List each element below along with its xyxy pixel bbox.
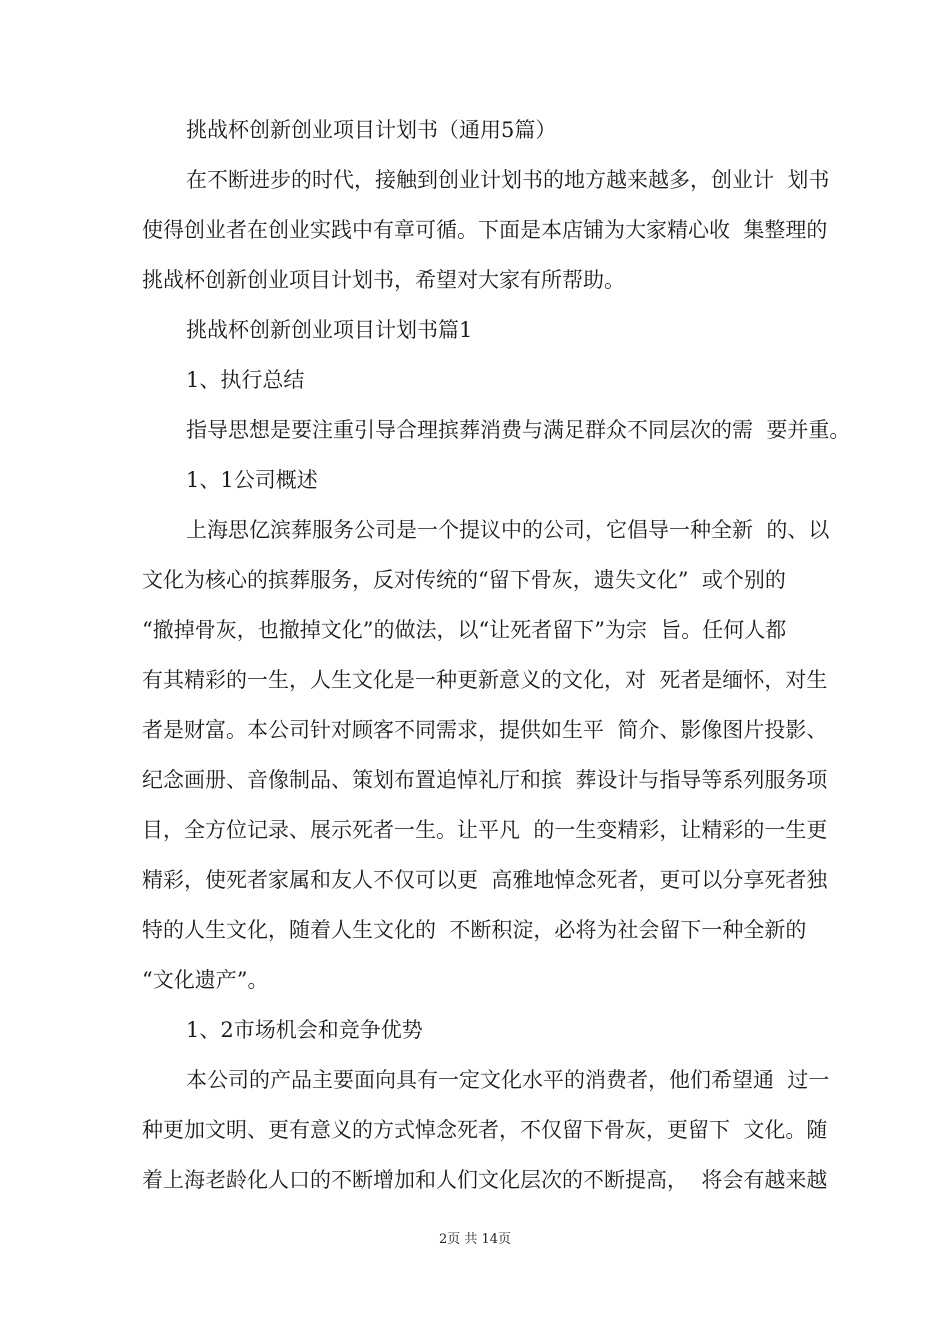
paragraph-line: 挑战杯创新创业项目计划书，希望对大家有所帮助。 — [142, 268, 625, 292]
document-title: 挑战杯创新创业项目计划书（通用5篇） — [186, 118, 557, 142]
paragraph-line: “撤掉骨灰，也撤掉文化”的做法，以“让死者留下”为宗 旨。任何人都 — [142, 618, 787, 642]
paragraph-line: 目，全方位记录、展示死者一生。让平凡 的一生变精彩，让精彩的一生更 — [142, 818, 828, 842]
paragraph-line: “文化遗产”。 — [142, 968, 269, 992]
paragraph-line: 有其精彩的一生，人生文化是一种更新意义的文化，对 死者是缅怀，对生 — [142, 668, 828, 692]
paragraph-line: 精彩，使死者家属和友人不仅可以更 高雅地悼念死者，更可以分享死者独 — [142, 868, 828, 892]
paragraph-line: 种更加文明、更有意义的方式悼念死者，不仅留下骨灰，更留下 文化。随 — [142, 1118, 828, 1142]
paragraph-line: 纪念画册、音像制品、策划布置追悼礼厅和摈 葬设计与指导等系列服务项 — [142, 768, 828, 792]
section-heading: 1、执行总结 — [186, 368, 305, 392]
paragraph-line: 使得创业者在创业实践中有章可循。下面是本店铺为大家精心收 集整理的 — [142, 218, 828, 242]
paragraph-line: 本公司的产品主要面向具有一定文化水平的消费者，他们希望通 过一 — [186, 1068, 830, 1092]
paragraph-line: 上海思亿滨葬服务公司是一个提议中的公司，它倡导一种全新 的、以 — [186, 518, 830, 542]
section-heading: 挑战杯创新创业项目计划书篇1 — [186, 318, 473, 342]
paragraph-line: 指导思想是要注重引导合理摈葬消费与满足群众不同层次的需 要并重。 — [186, 418, 851, 442]
section-heading: 1、2市场机会和竞争优势 — [186, 1018, 423, 1042]
paragraph-line: 着上海老龄化人口的不断增加和人们文化层次的不断提高， 将会有越来越 — [142, 1168, 828, 1192]
section-heading: 1、1公司概述 — [186, 468, 318, 492]
paragraph-line: 特的人生文化，随着人生文化的 不断积淀，必将为社会留下一种全新的 — [142, 918, 807, 942]
page-number-footer: 2页 共 14页 — [438, 1232, 512, 1247]
paragraph-line: 在不断进步的时代，接触到创业计划书的地方越来越多，创业计 划书 — [186, 168, 830, 192]
paragraph-line: 者是财富。本公司针对顾客不同需求，提供如生平 简介、影像图片投影、 — [142, 718, 828, 742]
paragraph-line: 文化为核心的摈葬服务，反对传统的“留下骨灰，遗失文化” 或个别的 — [142, 568, 786, 592]
